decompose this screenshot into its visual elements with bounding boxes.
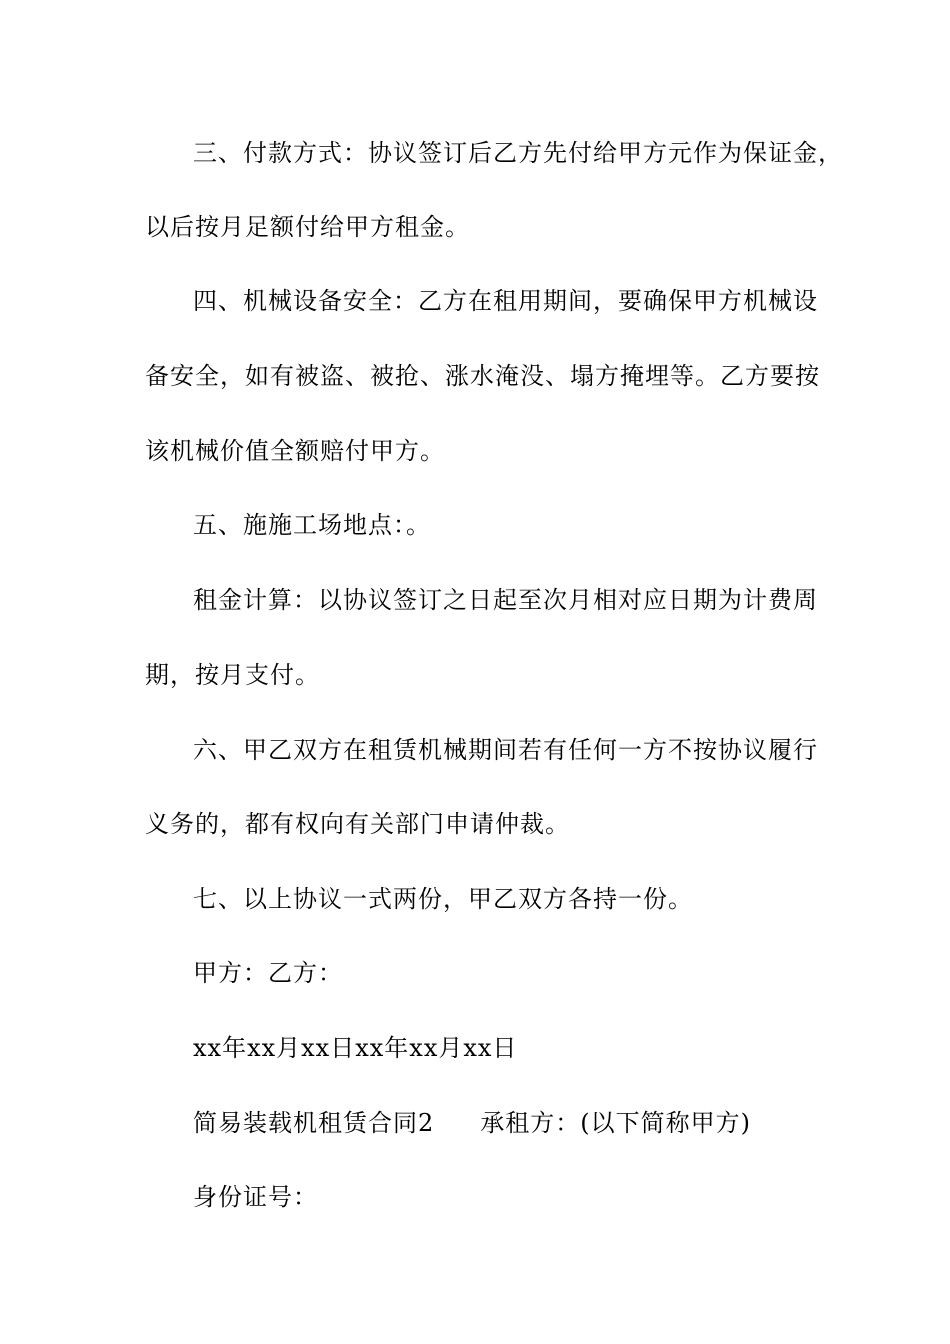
rent-calc-line-1: 租金计算：以协议签订之日起至次月相对应日期为计费周	[193, 586, 818, 614]
clause-7-line: 七、以上协议一式两份，甲乙双方各持一份。	[193, 885, 693, 913]
clause-4-line-2: 备安全，如有被盗、被抢、涨水淹没、塌方掩埋等。乙方要按	[145, 362, 820, 390]
clause-6-line-2: 义务的，都有权向有关部门申请仲裁。	[145, 810, 570, 838]
lessee-label: 承租方：(以下简称甲方)	[480, 1109, 752, 1137]
contract-title-line	[193, 1108, 751, 1138]
contract-title: 简易装载机租赁合同2	[193, 1109, 435, 1137]
id-number-line: 身份证号：	[193, 1183, 318, 1211]
rent-calc-line-2: 期，按月支付。	[145, 661, 320, 689]
clause-3-line-2: 以后按月足额付给甲方租金。	[145, 213, 470, 241]
clause-6-line-1: 六、甲乙双方在租赁机械期间若有任何一方不按协议履行	[193, 736, 818, 764]
parties-line: 甲方：乙方：	[193, 959, 343, 987]
clause-3-line-1: 三、付款方式：协议签订后乙方先付给甲方元作为保证金，	[193, 139, 843, 167]
clause-4-line-1: 四、机械设备安全：乙方在租用期间，要确保甲方机械设	[193, 287, 818, 315]
date-line: xx年xx月xx日xx年xx月xx日	[193, 1034, 518, 1062]
clause-4-line-3: 该机械价值全额赔付甲方。	[145, 437, 445, 465]
clause-5-line: 五、施施工场地点：。	[193, 511, 431, 539]
